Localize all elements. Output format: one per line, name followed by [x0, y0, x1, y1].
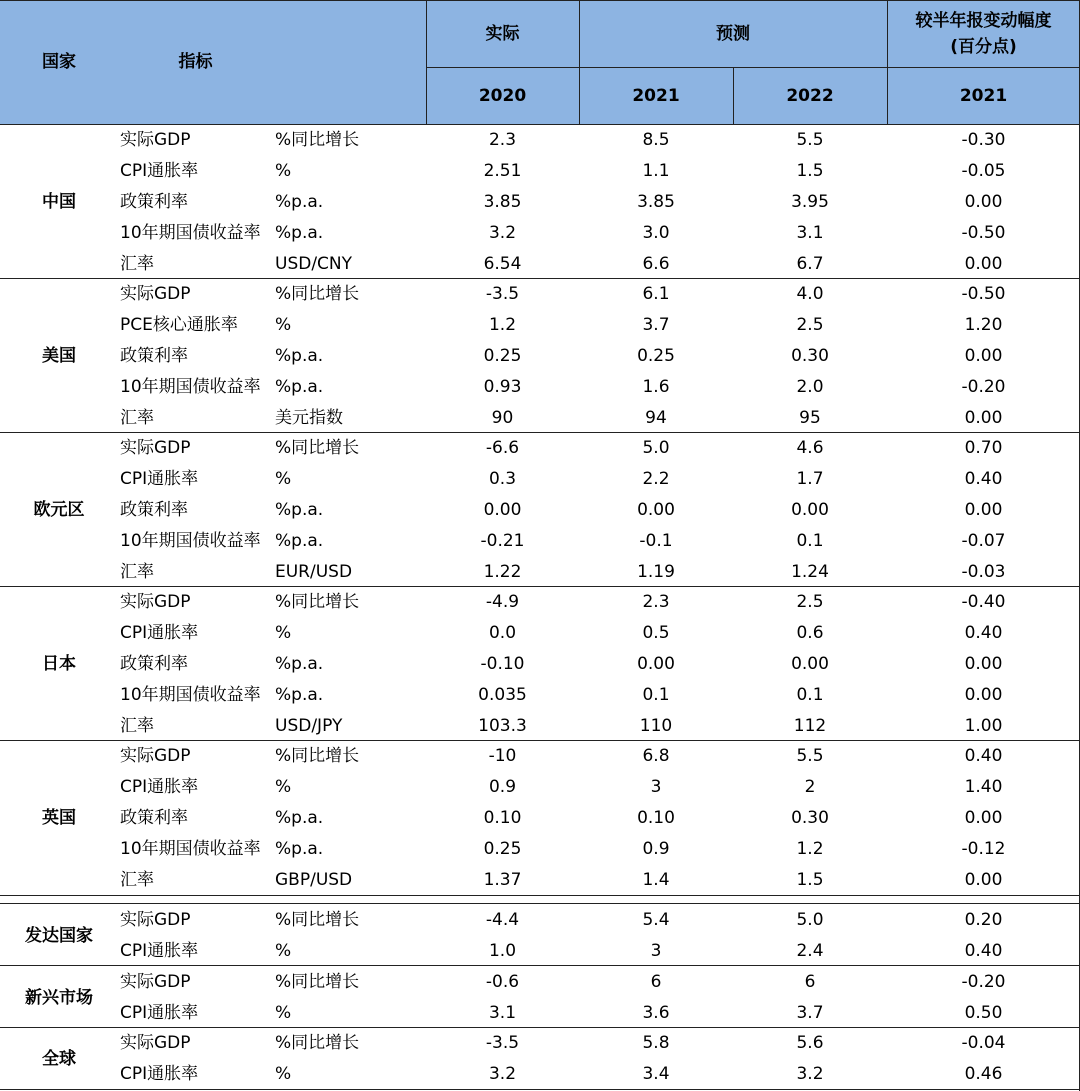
value-2022: 2.5 — [796, 315, 824, 336]
change-2021: 0.00 — [964, 500, 1003, 520]
indicator-unit: %同比增长 — [275, 972, 360, 993]
change-2021: 1.20 — [964, 315, 1003, 336]
change-2021: 0.40 — [964, 746, 1003, 767]
value-2021: 3.85 — [637, 192, 675, 212]
value-2022: 3.1 — [796, 222, 824, 243]
indicator-unit: USD/CNY — [275, 253, 353, 274]
indicator-name: CPI通胀率 — [120, 940, 199, 961]
value-2022: 112 — [793, 715, 827, 736]
value-2020: -10 — [488, 746, 517, 767]
change-2021: -0.50 — [961, 222, 1006, 243]
group-divider-line — [0, 1027, 1080, 1028]
indicator-unit: GBP/USD — [275, 869, 353, 890]
value-2021: 1.1 — [642, 161, 670, 182]
value-2022: 2.4 — [796, 940, 824, 961]
indicator-unit: % — [275, 777, 292, 798]
indicator-unit: %p.a. — [275, 192, 324, 212]
value-2022: 0.1 — [796, 684, 824, 705]
indicator-unit: USD/JPY — [275, 715, 343, 736]
header-year-2022: 2022 — [786, 86, 834, 106]
value-2022: 3.95 — [791, 192, 829, 212]
value-2020: 3.2 — [488, 222, 517, 243]
change-2021: 0.00 — [964, 684, 1003, 705]
header-year-change: 2021 — [959, 86, 1008, 106]
indicator-name: 10年期国债收益率 — [120, 838, 261, 859]
value-2020: 1.0 — [488, 940, 517, 961]
value-2022: 4.0 — [796, 284, 824, 305]
value-2022: 3.7 — [796, 1002, 824, 1023]
change-2021: 0.50 — [964, 1002, 1003, 1023]
change-2021: 0.00 — [964, 407, 1003, 428]
value-2021: 0.00 — [637, 654, 675, 674]
header-change-line2: (百分点) — [950, 37, 1017, 57]
indicator-name: 政策利率 — [120, 192, 188, 212]
indicator-name: 汇率 — [120, 715, 154, 736]
indicator-name: 汇率 — [120, 407, 154, 428]
value-2021: 0.10 — [637, 808, 675, 828]
value-2020: 0.0 — [488, 623, 517, 644]
indicator-name: CPI通胀率 — [120, 623, 199, 644]
indicator-name: 10年期国债收益率 — [120, 684, 261, 705]
change-2021: -0.20 — [961, 376, 1006, 397]
indicator-name: 10年期国债收益率 — [120, 222, 261, 243]
group-divider-line — [0, 278, 1080, 279]
value-2021: 3.0 — [642, 222, 670, 243]
value-2020: 0.25 — [483, 346, 522, 366]
value-2022: 0.30 — [791, 808, 829, 828]
value-2020: 3.2 — [488, 1063, 517, 1084]
value-2021: 110 — [639, 715, 673, 736]
country-label: 日本 — [42, 654, 76, 674]
value-2021: 8.5 — [642, 130, 670, 151]
value-2021: 94 — [645, 407, 667, 428]
value-2021: 1.6 — [642, 376, 670, 397]
value-2020: 2.51 — [483, 161, 522, 182]
change-2021: -0.50 — [961, 284, 1006, 305]
indicator-name: 政策利率 — [120, 808, 188, 828]
value-2021: 6.6 — [642, 253, 670, 274]
value-2021: 0.25 — [637, 346, 675, 366]
value-2020: -4.4 — [485, 910, 520, 931]
value-2022: 0.6 — [796, 623, 824, 644]
value-2020: 0.9 — [488, 777, 517, 798]
indicator-unit: % — [275, 940, 292, 961]
indicator-unit: %同比增长 — [275, 438, 360, 459]
country-label: 美国 — [42, 346, 76, 366]
country-label: 发达国家 — [25, 925, 93, 946]
indicator-name: 实际GDP — [120, 972, 191, 993]
indicator-name: 汇率 — [120, 253, 154, 274]
value-2022: 1.2 — [796, 838, 824, 859]
value-2022: 1.5 — [796, 161, 824, 182]
value-2020: 0.25 — [483, 838, 522, 859]
value-2020: 90 — [491, 407, 514, 428]
value-2020: 1.22 — [483, 561, 522, 582]
change-2021: 0.40 — [964, 469, 1003, 490]
value-2022: 0.1 — [796, 530, 824, 551]
group-divider-line — [0, 965, 1080, 966]
value-2020: 0.035 — [478, 684, 527, 705]
indicator-name: 汇率 — [120, 869, 154, 890]
value-2022: 4.6 — [796, 438, 824, 459]
value-2021: 5.8 — [642, 1033, 670, 1054]
value-2021: 0.9 — [642, 838, 670, 859]
value-2022: 2.0 — [796, 376, 824, 397]
value-2021: 6.1 — [642, 284, 670, 305]
country-label: 英国 — [42, 808, 76, 828]
value-2022: 1.24 — [791, 561, 829, 582]
change-2021: 0.20 — [964, 910, 1003, 931]
indicator-name: PCE核心通胀率 — [120, 315, 238, 336]
value-2021: 3.7 — [642, 315, 670, 336]
indicator-unit: %p.a. — [275, 376, 324, 397]
value-2020: -6.6 — [485, 438, 520, 459]
header-year-2021: 2021 — [632, 86, 680, 106]
value-2022: 1.5 — [796, 869, 824, 890]
indicator-unit: % — [275, 1063, 292, 1084]
indicator-name: 汇率 — [120, 561, 154, 582]
country-label: 欧元区 — [33, 500, 85, 520]
indicator-unit: % — [275, 161, 292, 182]
value-2021: 2.3 — [642, 592, 670, 613]
indicator-name: CPI通胀率 — [120, 161, 199, 182]
group-divider-line — [0, 432, 1080, 433]
value-2022: 2 — [804, 777, 816, 798]
value-2021: 3.4 — [642, 1063, 670, 1084]
indicator-unit: % — [275, 623, 292, 644]
value-2022: 2.5 — [796, 592, 824, 613]
change-2021: -0.40 — [961, 592, 1006, 613]
change-2021: 0.00 — [964, 808, 1003, 828]
value-2020: 1.37 — [483, 869, 522, 890]
value-2020: 3.1 — [488, 1002, 517, 1023]
header-year-2020: 2020 — [478, 86, 527, 106]
indicator-unit: %p.a. — [275, 808, 324, 828]
indicator-name: 实际GDP — [120, 746, 191, 767]
indicator-name: CPI通胀率 — [120, 777, 199, 798]
change-2021: -0.20 — [961, 972, 1006, 993]
value-2020: -3.5 — [485, 1033, 520, 1054]
value-2022: 5.5 — [796, 130, 824, 151]
change-2021: 0.40 — [964, 623, 1003, 644]
country-label: 新兴市场 — [25, 987, 93, 1008]
indicator-unit: % — [275, 315, 292, 336]
value-2021: 3 — [650, 940, 662, 961]
indicator-unit: %p.a. — [275, 684, 324, 705]
indicator-unit: %同比增长 — [275, 910, 360, 931]
value-2020: 0.93 — [483, 376, 522, 397]
change-2021: -0.05 — [961, 161, 1006, 182]
change-2021: 0.00 — [964, 253, 1003, 274]
indicator-unit: %p.a. — [275, 222, 324, 243]
indicator-unit: %同比增长 — [275, 284, 360, 305]
value-2022: 5.0 — [796, 910, 824, 931]
value-2022: 0.00 — [791, 654, 829, 674]
indicator-unit: EUR/USD — [275, 561, 353, 582]
change-2021: -0.12 — [961, 838, 1006, 859]
value-2022: 0.30 — [791, 346, 829, 366]
value-2020: -0.21 — [480, 530, 525, 551]
indicator-name: 实际GDP — [120, 130, 191, 151]
indicator-unit: % — [275, 469, 292, 490]
value-2022: 6.7 — [796, 253, 824, 274]
indicator-unit: %同比增长 — [275, 746, 360, 767]
value-2021: 6.8 — [642, 746, 670, 767]
indicator-unit: %p.a. — [275, 530, 324, 551]
value-2021: 2.2 — [642, 469, 670, 490]
change-2021: -0.07 — [961, 530, 1006, 551]
value-2020: 0.3 — [488, 469, 517, 490]
country-label: 中国 — [42, 192, 76, 212]
indicator-name: CPI通胀率 — [120, 1002, 199, 1023]
change-2021: 1.00 — [964, 715, 1003, 736]
value-2022: 0.00 — [791, 500, 829, 520]
value-2022: 1.7 — [796, 469, 824, 490]
value-2020: -0.10 — [480, 654, 525, 674]
indicator-unit: %p.a. — [275, 346, 324, 366]
header-change-line1: 较半年报变动幅度 — [915, 11, 1052, 31]
change-2021: 0.46 — [964, 1063, 1003, 1084]
change-2021: 0.00 — [964, 654, 1003, 674]
group-divider-line — [0, 1089, 1080, 1090]
value-2022: 95 — [799, 407, 821, 428]
indicator-unit: 美元指数 — [275, 407, 343, 428]
value-2022: 3.2 — [796, 1063, 824, 1084]
value-2021: 5.4 — [642, 910, 670, 931]
indicator-unit: %同比增长 — [275, 1033, 360, 1054]
indicator-name: 10年期国债收益率 — [120, 376, 261, 397]
indicator-unit: % — [275, 1002, 292, 1023]
value-2022: 5.5 — [796, 746, 824, 767]
change-2021: 0.00 — [964, 192, 1003, 212]
indicator-unit: %同比增长 — [275, 130, 360, 151]
indicator-name: CPI通胀率 — [120, 469, 199, 490]
indicator-name: 政策利率 — [120, 346, 188, 366]
value-2020: 6.54 — [483, 253, 522, 274]
value-2021: 6 — [650, 972, 662, 993]
change-2021: -0.04 — [961, 1033, 1006, 1054]
change-2021: 0.00 — [964, 346, 1003, 366]
change-2021: 0.70 — [964, 438, 1003, 459]
value-2020: 103.3 — [478, 715, 527, 736]
value-2021: 3 — [650, 777, 662, 798]
value-2022: 5.6 — [796, 1033, 824, 1054]
group-divider-line — [0, 895, 1080, 896]
value-2020: 1.2 — [488, 315, 517, 336]
indicator-name: CPI通胀率 — [120, 1063, 199, 1084]
value-2021: 0.1 — [642, 684, 670, 705]
indicator-unit: %p.a. — [275, 654, 324, 674]
value-2021: 0.00 — [637, 500, 675, 520]
change-2021: -0.03 — [961, 561, 1006, 582]
value-2021: -0.1 — [639, 530, 673, 551]
value-2020: -3.5 — [485, 284, 520, 305]
country-label: 全球 — [42, 1048, 76, 1069]
value-2021: 1.19 — [637, 561, 675, 582]
indicator-name: 实际GDP — [120, 592, 191, 613]
header-forecast: 预测 — [716, 24, 750, 44]
change-2021: 0.40 — [964, 940, 1003, 961]
header-actual: 实际 — [485, 24, 520, 44]
indicator-unit: %p.a. — [275, 838, 324, 859]
indicator-name: 实际GDP — [120, 1033, 191, 1054]
value-2020: -0.6 — [485, 972, 520, 993]
value-2020: 2.3 — [488, 130, 517, 151]
value-2020: 3.85 — [483, 192, 522, 212]
value-2021: 3.6 — [642, 1002, 670, 1023]
change-2021: 1.40 — [964, 777, 1003, 798]
value-2021: 0.5 — [642, 623, 670, 644]
indicator-unit: %同比增长 — [275, 592, 360, 613]
group-divider-line — [0, 586, 1080, 587]
indicator-unit: %p.a. — [275, 500, 324, 520]
change-2021: 0.00 — [964, 869, 1003, 890]
indicator-name: 政策利率 — [120, 654, 188, 674]
indicator-name: 实际GDP — [120, 910, 191, 931]
header-indicator: 指标 — [178, 52, 213, 72]
value-2020: 0.00 — [483, 500, 522, 520]
value-2022: 6 — [804, 972, 816, 993]
indicator-name: 10年期国债收益率 — [120, 530, 261, 551]
value-2021: 5.0 — [642, 438, 670, 459]
value-2021: 1.4 — [642, 869, 670, 890]
change-2021: -0.30 — [961, 130, 1006, 151]
indicator-name: 政策利率 — [120, 500, 188, 520]
value-2020: 0.10 — [483, 808, 522, 828]
value-2020: -4.9 — [485, 592, 520, 613]
group-divider-line — [0, 903, 1080, 904]
group-divider-line — [0, 740, 1080, 741]
indicator-name: 实际GDP — [120, 284, 191, 305]
indicator-name: 实际GDP — [120, 438, 191, 459]
header-country: 国家 — [42, 52, 76, 72]
